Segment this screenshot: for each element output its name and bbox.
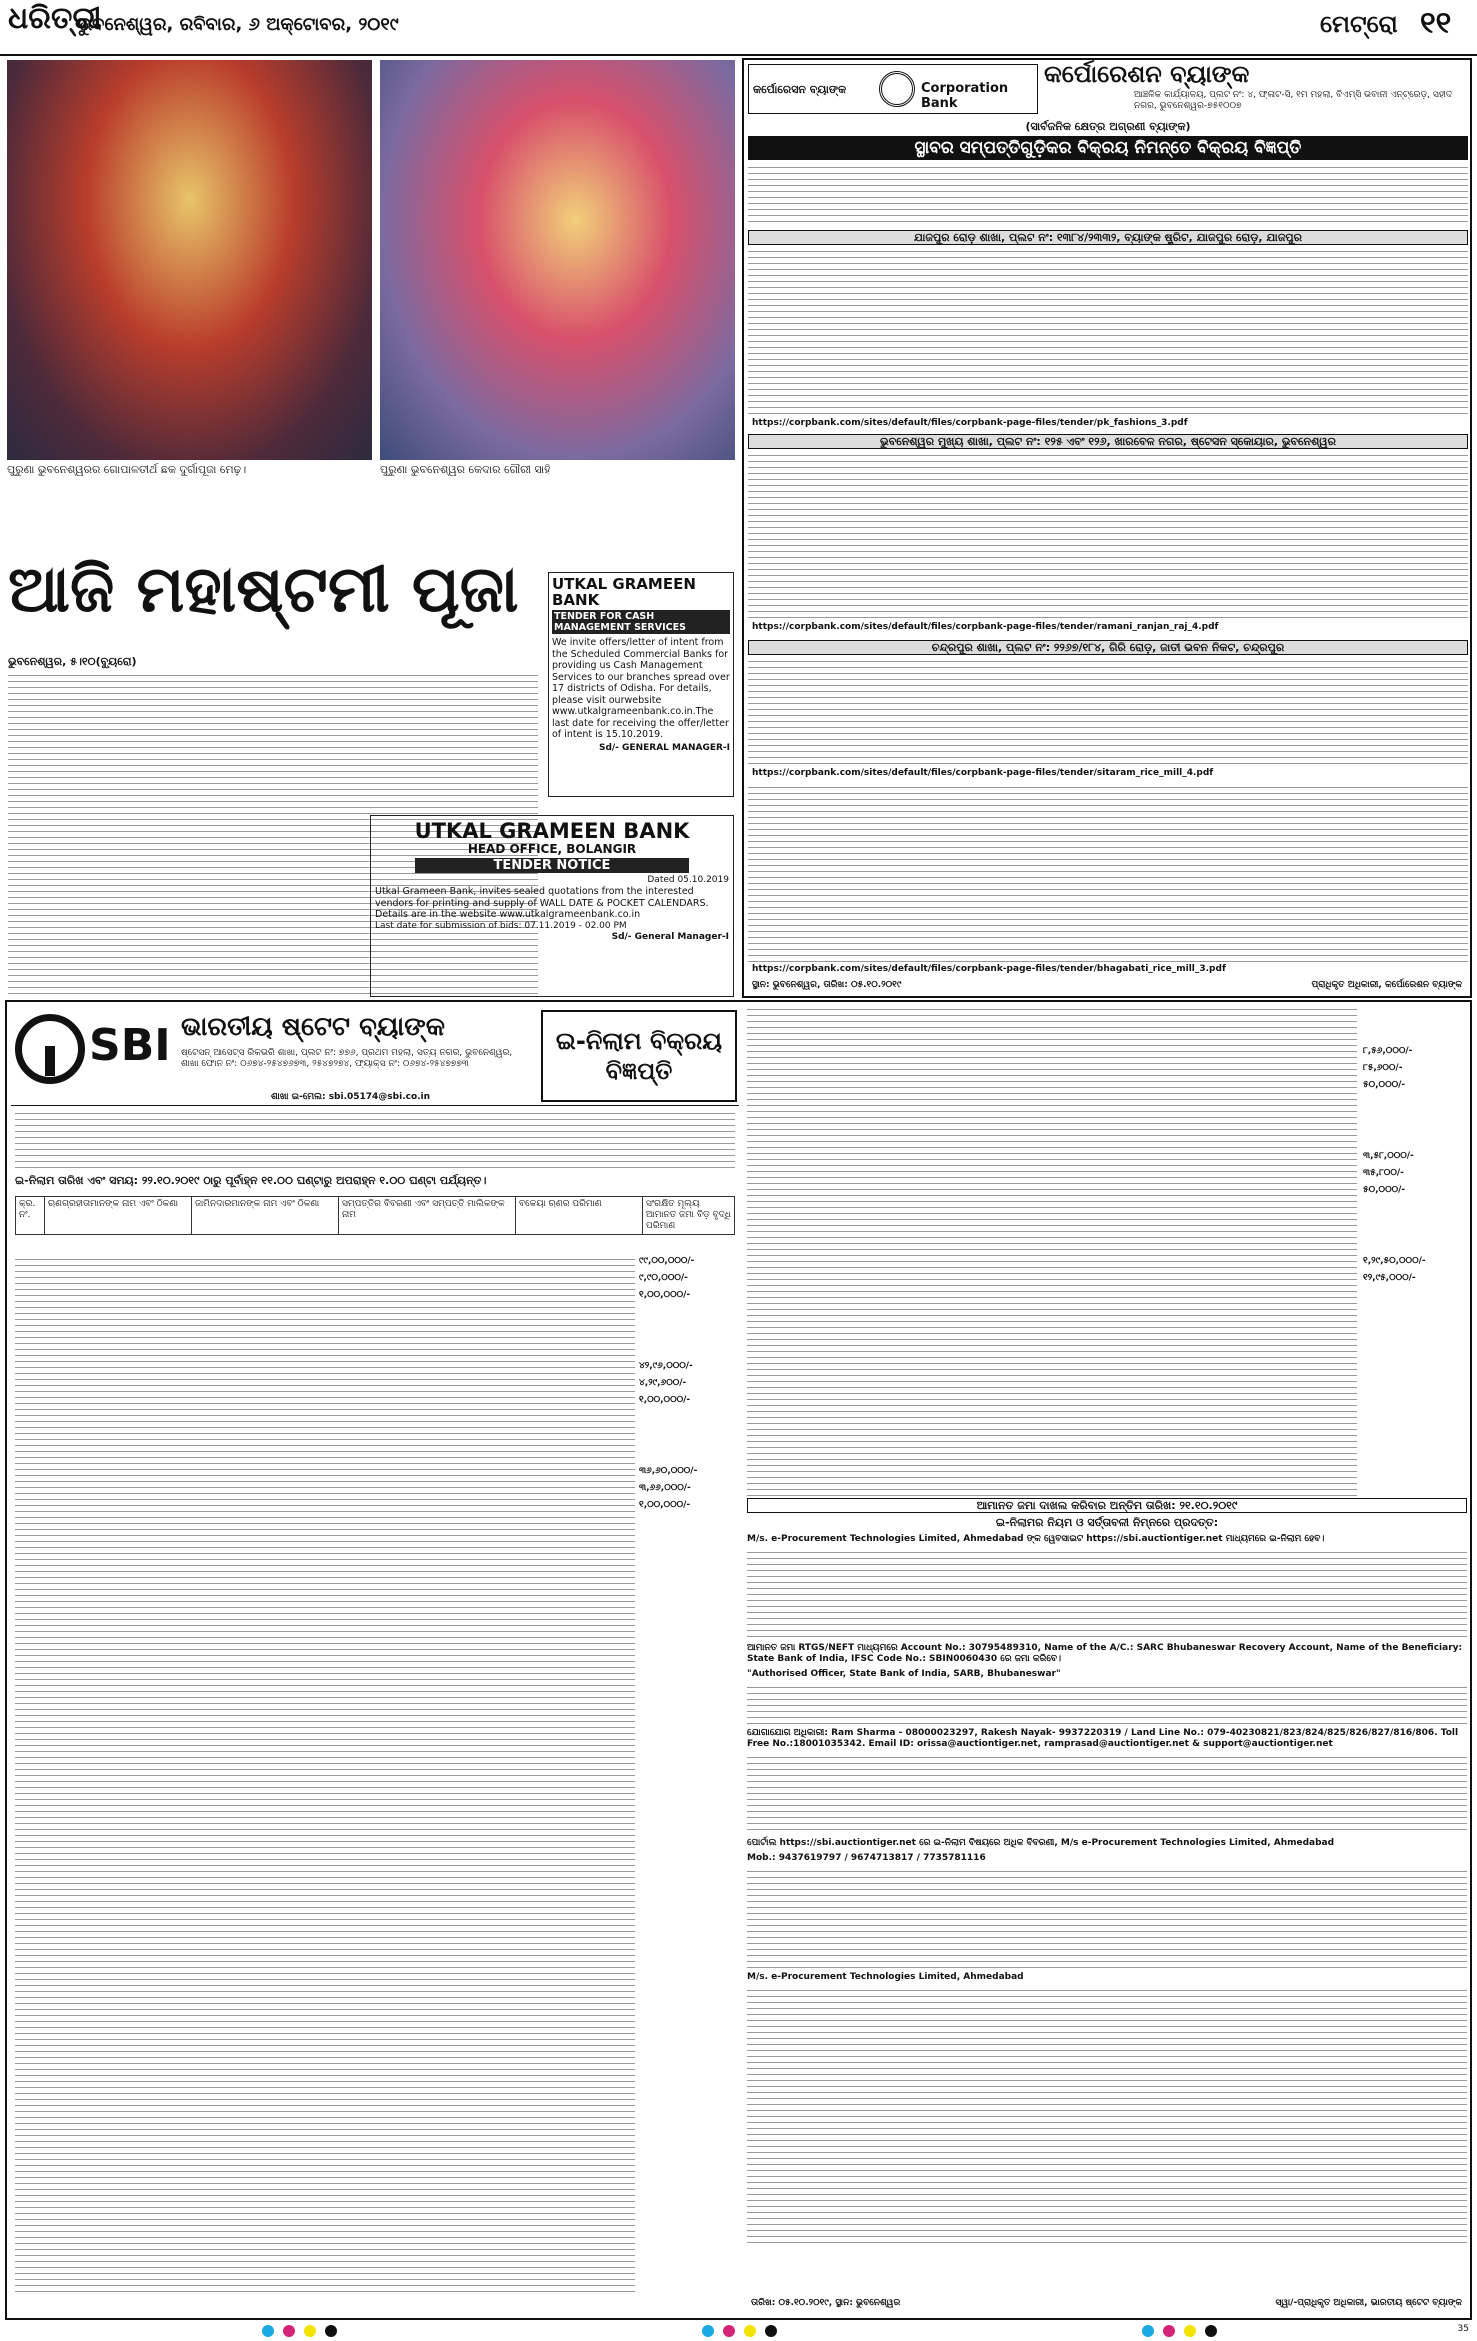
reserve-value: ୫୦,୦୦୦/- [1363,1080,1406,1090]
sbi-terms [747,1534,1467,2289]
corp-link-1[interactable]: https://corpbank.com/sites/default/files/corpbank-page-files/tender/pk_fashions_3.pdf [752,418,1188,428]
corp-link-2[interactable]: https://corpbank.com/sites/default/files/corpbank-page-files/tender/ramani_ranjan_raj_4.pdf [752,622,1219,632]
reserve-value: ୧,୦୦,୦୦୦/- [639,1500,691,1510]
reserve-value: ୩,୬୬,୦୦୦/- [639,1483,691,1493]
reserve-value: ୪୨,୯୬,୦୦୦/- [639,1361,693,1371]
corp-link-3[interactable]: https://corpbank.com/sites/default/files/corpbank-page-files/tender/sitaram_rice_mill_4.pdf [752,768,1214,778]
corp-address: ଆଞ୍ଚଳିକ କାର୍ଯ୍ୟାଳୟ, ପ୍ଲଟ ନଂ: ୪, ଫ୍ଳାଟ-ସି, ୧ମ ମହଲା, ବିଏମ୍‌ସି ଭବାନୀ ଏନ୍‌ଟ୍ରେଡ଼, ସହୀଦ ନଗର, ଭୁବନେଶ୍ୱର-୭୫୧୦୦୭ [1134,90,1453,111]
sbi-logo-icon [15,1014,85,1084]
corp-name-or: କର୍ପୋରେସନ ବ୍ୟାଙ୍କ [753,83,847,96]
masthead-logo: ଧରିତ୍ରୀ [8,2,102,35]
corp-branch-3: ଚନ୍ଦ୍ରପୁର ଶାଖା, ପ୍ଲଟ ନଂ: ୨୨୬୭/୧୮୪, ଗିରି ରୋଡ଼, ଜାତୀ ଭବନ ନିକଟ, ଚନ୍ଦ୍ରପୁର [748,640,1468,655]
utkal2-last-date: Last date for submission of bids: 07.11.2019 - 02.00 PM [375,920,627,931]
sbi-column-headers [15,1196,735,1235]
reserve-value: ୧,୨୯,୫୦,୦୦୦/- [1363,1256,1426,1266]
reserve-value: ୮୫,୬୦୦/- [1363,1063,1403,1073]
corp-table-4 [748,784,1468,964]
corp-table-1 [748,248,1468,418]
col-header: ଋଣଗ୍ରହୀତାମାନଙ୍କ ନାମ ଏବଂ ଠିକଣା [45,1197,192,1235]
sbi-ad [5,1000,1472,2320]
col-header: ସମ୍ପତ୍ତିର ବିବରଣୀ ଏବଂ ସମ୍ପତ୍ତି ମାଲିକଙ୍କ ନାମ [339,1197,516,1235]
corp-table-2 [748,452,1468,622]
reserve-value: ୧,୦୦,୦୦୦/- [639,1395,691,1405]
durga-photo-left [7,60,372,460]
reserve-value: ୩,୫୮,୦୦୦/- [1363,1151,1414,1161]
term-item: "Authorised Officer, State Bank of India, SARB, Bhubaneswar" [747,1669,1061,1679]
sbi-table-left [15,1196,735,2296]
reserve-value: ୫୦,୦୦୦/- [1363,1185,1406,1195]
corp-footer-sign: ପ୍ରାଧିକୃତ ଅଧିକାରୀ, କର୍ପୋରେଶନ ବ୍ୟାଙ୍କ [1311,980,1462,990]
black-mark-icon [765,2325,777,2337]
utkal2-title: UTKAL GRAMEEN BANK [414,819,690,843]
sbi-reserve-column-right [1363,1046,1467,1284]
yellow-mark-icon [1184,2325,1196,2337]
utkal-tender-notice-ad [370,815,734,997]
utkal2-body: Utkal Grameen Bank, invites sealed quotations from the interested vendors for printing and supply of WALL DATE & POCKET CALENDARS. Details are in the website www.utkalgrameenbank.co.in [375,886,709,920]
corp-branch-2: ଭୁବନେଶ୍ୱର ମୁଖ୍ୟ ଶାଖା, ପ୍ଲଟ ନଂ: ୧୨୫ ଏବଂ ୧୨୬, ଖାରବେଳ ନଗର, ଷ୍ଟେସନ ସ୍କୋୟାର, ଭୁବନେଶ୍ୱର [748,434,1468,449]
story-dateline: ଭୁବନେଶ୍ୱର, ୫।୧୦(ବ୍ୟୁରୋ) [8,655,137,668]
photo-caption-left: ପୁରୁଣା ଭୁବନେଶ୍ୱରର ଗୋପାଳତୀର୍ଥ ଛକ ଦୁର୍ଗାପୂଜା ମେଢ଼। [7,463,247,476]
term-item: M/s. e-Procurement Technologies Limited, Ahmedabad ଙ୍କ ୱେବସାଇଟ https://sbi.auctiontiger.net ମାଧ୍ୟମରେ ଇ-ନିଲାମ ହେବ। [747,1534,1325,1544]
black-mark-icon [1205,2325,1217,2337]
corp-intro [748,164,1468,226]
term-item: ପୋର୍ଟାଲ https://sbi.auctiontiger.net ରେ ଇ-ନିଲାମ ବିଷୟରେ ଅଧିକ ବିବରଣୀ, M/s e-Procurement Technologies Limited, Ahmedabad [747,1838,1335,1848]
corp-psu: (ସାର୍ବଜନିକ କ୍ଷେତ୍ର ଅଗ୍ରଣୀ ବ୍ୟାଙ୍କ) [1025,120,1191,133]
sbi-email: ଶାଖା ଇ-ମେଲ: sbi.05174@sbi.co.in [271,1092,431,1102]
magenta-mark-icon [723,2325,735,2337]
sbi-emd-deadline: ଆମାନତ ଜମା ଦାଖଲ କରିବାର ଅନ୍ତିମ ତାରିଖ: ୨୧.୧୦.୨୦୧୯ [747,1498,1467,1513]
utkal-cash-management-ad [548,572,734,797]
corp-emblem-icon [879,71,915,107]
col-header: ବକେୟା ଋଣର ପରିମାଣ [516,1197,643,1235]
utkal2-dated: Dated 05.10.2019 [647,875,729,885]
magenta-mark-icon [283,2325,295,2337]
magenta-mark-icon [1163,2325,1175,2337]
reserve-value: ୯,୯୦,୦୦୦/- [639,1273,688,1283]
cyan-mark-icon [702,2325,714,2337]
corp-branch-1: ଯାଜପୁର ରୋଡ଼ ଶାଖା, ପ୍ଲଟ ନଂ: ୧୩୮୪/୨୩୩୨, ବ୍ୟାଙ୍କ ଷ୍ଟ୍ରିଟ, ଯାଜପୁର ରୋଡ଼, ଯାଜପୁର [748,230,1468,245]
corp-footer-place: ସ୍ଥାନ: ଭୁବନେଶ୍ୱର, ତାରିଖ: ୦୫.୧୦.୨୦୧୯ [752,980,902,990]
photo-caption-right: ପୁରୁଣା ଭୁବନେଶ୍ୱର କେଦାର ଗୌରୀ ସାହି [380,463,551,476]
sbi-header [11,1006,739,1106]
sbi-rows-right [747,1006,1357,1496]
sbi-name: ଭାରତୀୟ ଷ୍ଟେଟ ବ୍ୟାଙ୍କ [181,1012,445,1042]
utkal2-notice: TENDER NOTICE [415,858,689,873]
sbi-rows-left [15,1256,635,2296]
utkal1-subtitle: TENDER FOR CASH MANAGEMENT SERVICES [552,610,730,634]
corporation-bank-ad [742,58,1472,998]
reserve-value: ୧୨,୯୫,୦୦୦/- [1363,1273,1416,1283]
utkal1-title: UTKAL GRAMEEN BANK [552,575,696,609]
yellow-mark-icon [744,2325,756,2337]
utkal1-body: We invite offers/letter of intent from the Scheduled Commercial Banks for providing us Cash Management Services to our branches spread over 17 districts of Odisha. For details, please visit ourwebsite www.utkalgrameenbank.co.in.The last date for receiving the offer/letter of intent is 15.10.2019. [552,637,730,740]
reserve-value: ୪,୨୯,୬୦୦/- [639,1378,687,1388]
corp-title: କର୍ପୋରେଶନ ବ୍ୟାଙ୍କ [1044,60,1250,88]
sbi-terms-title: ଇ-ନିଲାମର ନିୟମ ଓ ସର୍ତ୍ତାବଳୀ ନିମ୍ନରେ ପ୍ରଦତ୍ତ: [995,1516,1219,1529]
durga-photo-right [380,60,735,460]
footer-page-number: 35 [1457,2324,1469,2334]
sbi-address: ଷ୍ଟେସନ୍‌ ଆସେଟ୍‌ସ ରିକଭରି ଶାଖା, ପ୍ଲଟ ନଂ: ୭୭୬, ପ୍ରଥମ ମହଲା, ସତ୍ୟ ନଗର, ଭୁବନେଶ୍ୱର, ଶାଖା ଫୋନ ନଂ: ୦୬୭୪-୨୫୪୭୬୭୩, ୨୫୪୭୨୭୪, ଫ୍ୟାକ୍ସ ନଂ: ୦୬୭୪-୨୫୪୭୭୭୩ [181,1048,513,1069]
sbi-intro [15,1110,735,1170]
reserve-value: ୩୫,୮୦୦/- [1363,1168,1404,1178]
headline: ଆଜି ମହାଷ୍ଟମୀ ପୂଜା [8,553,519,627]
sbi-reserve-column-left [639,1256,735,1511]
corp-logo-bar [748,64,1038,114]
reserve-value: ୧,୦୦,୦୦୦/- [639,1290,691,1300]
yellow-mark-icon [304,2325,316,2337]
print-marks-footer [0,2322,1477,2339]
page-number: ୧୧ [1420,6,1452,41]
cyan-mark-icon [262,2325,274,2337]
sbi-footer-sign: ସ୍ୱା/-ପ୍ରାଧିକୃତ ଅଧିକାରୀ, ଭାରତୀୟ ଷ୍ଟେଟ ବ୍ୟାଙ୍କ [1275,2298,1462,2308]
reserve-value: ୮,୫୬,୦୦୦/- [1363,1046,1413,1056]
black-mark-icon [325,2325,337,2337]
sbi-logo-text: SBI [89,1020,171,1071]
sbi-title: ଇ-ନିଲାମ ବିକ୍ରୟ ବିଜ୍ଞପ୍ତି [541,1010,737,1102]
term-item: ଆମାନତ ଜମା RTGS/NEFT ମାଧ୍ୟମରେ Account No.: 30795489310, Name of the A/C.: SARC Bhubaneswar Recovery Account, Name of the Beneficiary: State Bank of India, IFSC Code No.: SBIN0060430 ରେ ଜମା କରିବେ। [747,1643,1463,1664]
cyan-mark-icon [1142,2325,1154,2337]
corp-banner: ସ୍ଥାବର ସମ୍ପତ୍ତିଗୁଡ଼ିକର ବିକ୍ରୟ ନିମନ୍ତେ ବିକ୍ରୟ ବିଜ୍ଞପ୍ତି [748,136,1468,160]
utkal2-subtitle: HEAD OFFICE, BOLANGIR [467,842,637,856]
term-item: Mob.: 9437619797 / 9674713817 / 7735781116 [747,1853,986,1863]
reserve-value: ୯୯,୦୦,୦୦୦/- [639,1256,695,1266]
masthead [0,0,1477,54]
section-name: ମେଟ୍ରୋ [1320,10,1398,38]
col-header: କ୍ର. ନଂ. [16,1197,45,1235]
corp-name-en: Corporation Bank [921,81,1009,111]
reserve-value: ୩୬,୬୦,୦୦୦/- [639,1466,698,1476]
sbi-table-right [747,1006,1467,1496]
sbi-auction-date: ଇ-ନିଲାମ ତାରିଖ ଏବଂ ସମୟ: ୨୨.୧୦.୨୦୧୯ ଠାରୁ ପୂର୍ବାହ୍ନ ୧୧.୦୦ ଘଣ୍ଟାରୁ ଅପରାହ୍ନ ୧.୦୦ ଘଣ୍ଟା ପର୍ଯ୍ୟନ୍ତ। [15,1174,487,1187]
corp-link-4[interactable]: https://corpbank.com/sites/default/files/corpbank-page-files/tender/bhagabati_rice_mill_3.pdf [752,964,1226,974]
utkal2-sign: Sd/- General Manager-I [611,931,729,942]
utkal1-sign: Sd/- GENERAL MANAGER-I [598,742,730,753]
sbi-footer-date: ତାରିଖ: ୦୫.୧୦.୨୦୧୯, ସ୍ଥାନ: ଭୁବନେଶ୍ୱର [751,2298,901,2308]
col-header: ସଂରକ୍ଷିତ ମୂଲ୍ୟ ଆମାନତ ଜମା ବିଡ଼ ବୃଦ୍ଧି ପରିମାଣ [643,1197,735,1235]
term-item: M/s. e-Procurement Technologies Limited, Ahmedabad [747,1972,1024,1982]
corp-table-3 [748,658,1468,768]
term-item: ଯୋଗାଯୋଗ ଅଧିକାରୀ: Ram Sharma - 08000023297, Rakesh Nayak- 9937220319 / Land Line No.: 079-40230821/823/824/825/826/827/816/806. Toll Free No.:18001035342. Email ID: orissa@auctiontiger.net, ramprasad@auctiontiger.net & support@auctiontiger.net [747,1728,1459,1749]
masthead-dateline: ଭୁବନେଶ୍ୱର, ରବିବାର, ୬ ଅକ୍ଟୋବର, ୨୦୧୯ [78,14,399,35]
col-header: ଜାମିନଦାରମାନଙ୍କ ନାମ ଏବଂ ଠିକଣା [192,1197,339,1235]
